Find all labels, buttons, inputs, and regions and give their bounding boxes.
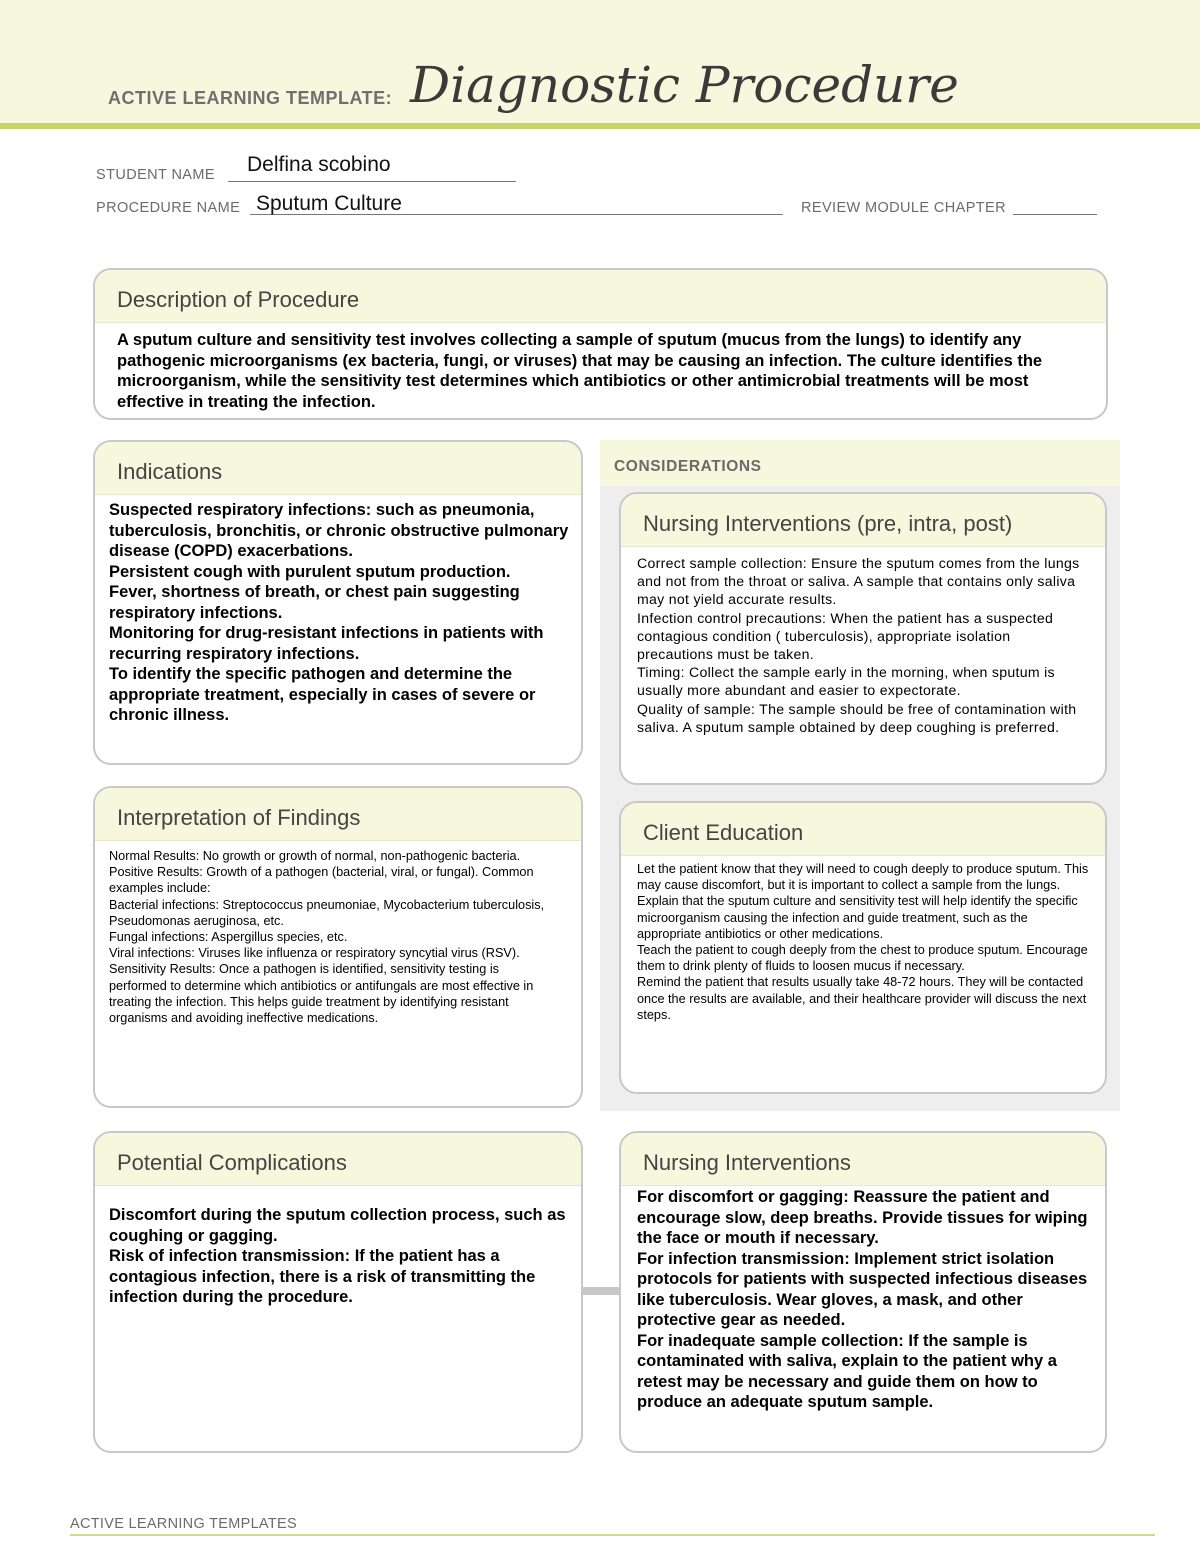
nursing-interventions-header xyxy=(621,1133,1105,1186)
nursing-interventions-title: Nursing Interventions xyxy=(643,1150,851,1175)
complications-title: Potential Complications xyxy=(117,1150,347,1175)
list-item: For discomfort or gagging: Reassure the patient and encourage slow, deep breaths. Provide tissues for wiping the face or mouth if necessary. xyxy=(637,1188,1088,1247)
indications-box xyxy=(93,440,583,765)
nursing-pre-list xyxy=(637,554,1087,736)
list-item: Positive Results: Growth of a pathogen (bacterial, viral, or fungal). Common examples include: xyxy=(109,865,534,896)
procedure-name-field[interactable]: Sputum Culture xyxy=(256,192,402,215)
interpretation-header xyxy=(95,788,581,841)
list-item: Remind the patient that results usually take 48-72 hours. They will be contacted once the results are available, and their healthcare provider will discuss the next steps. xyxy=(637,975,1087,1022)
list-item: Fever, shortness of breath, or chest pain suggesting respiratory infections. xyxy=(109,583,520,622)
procedure-name-label: PROCEDURE NAME xyxy=(96,200,241,216)
list-item: Quality of sample: The sample should be free of contamination with saliva. A sputum sample obtained by deep coughing is preferred. xyxy=(637,700,1077,735)
complications-box xyxy=(93,1131,583,1453)
student-name-field[interactable]: Delfina scobino xyxy=(247,153,391,176)
list-item: For infection transmission: Implement strict isolation protocols for patients with suspected infectious diseases like tuberculosis. Wear gloves, a mask, and other protective gear as needed. xyxy=(637,1249,1088,1329)
connector-bar xyxy=(581,1287,619,1295)
description-box xyxy=(93,268,1108,420)
list-item: Correct sample collection: Ensure the sputum comes from the lungs and not from the throat or saliva. A sample that contains only saliva may not yield accurate results. xyxy=(637,555,1080,608)
list-item: For inadequate sample collection: If the sample is contaminated with saliva, explain to the patient why a retest may be necessary and guide them on how to produce an adequate sputum sample. xyxy=(637,1331,1057,1411)
student-name-line xyxy=(228,181,516,182)
complications-header xyxy=(95,1133,581,1186)
list-item: Explain that the sputum culture and sensitivity test will help identify the specific microorganism causing the infection and guide treatment, such as the appropriate antibiotics or other medications. xyxy=(637,894,1078,941)
list-item: Suspected respiratory infections: such as pneumonia, tuberculosis, bronchitis, or chronic obstructive pulmonary disease (COPD) exacerbations. xyxy=(109,501,569,560)
interpretation-box xyxy=(93,786,583,1108)
client-education-box xyxy=(619,801,1107,1094)
list-item: Risk of infection transmission: If the patient has a contagious infection, there is a risk of transmitting the infection during the procedure. xyxy=(109,1247,536,1306)
list-item: Normal Results: No growth or growth of normal, non-pathogenic bacteria. xyxy=(109,849,521,863)
interpretation-title: Interpretation of Findings xyxy=(117,805,361,830)
list-item: To identify the specific pathogen and determine the appropriate treatment, especially in cases of severe or chronic illness. xyxy=(109,665,536,724)
footer-rule xyxy=(70,1534,1155,1536)
page-title: Diagnostic Procedure xyxy=(410,56,959,114)
description-header xyxy=(95,270,1106,323)
nursing-pre-header xyxy=(621,494,1105,547)
nursing-pre-title: Nursing Interventions (pre, intra, post) xyxy=(643,511,1013,536)
template-label: ACTIVE LEARNING TEMPLATE: xyxy=(108,88,393,108)
client-education-title: Client Education xyxy=(643,820,804,845)
nursing-pre-box xyxy=(619,492,1107,785)
header-rule xyxy=(0,123,1200,129)
list-item: Bacterial infections: Streptococcus pneumoniae, Mycobacterium tuberculosis, Pseudomonas aeruginosa, etc. xyxy=(109,897,545,928)
interpretation-list xyxy=(109,848,549,1026)
footer-text: ACTIVE LEARNING TEMPLATES xyxy=(70,1516,297,1532)
list-item: Infection control precautions: When the patient has a suspected contagious condition ( tuberculosis), appropriate isolation precautions must be taken. xyxy=(637,609,1054,663)
description-title: Description of Procedure xyxy=(117,287,360,312)
indications-title: Indications xyxy=(117,459,223,484)
client-education-list xyxy=(637,861,1092,1023)
list-item: Sensitivity Results: Once a pathogen is identified, sensitivity testing is performed to determine which antibiotics or antifungals are most effective in treating the infection. This helps guide treatment by identifying resistant organisms and avoiding ineffective medications. xyxy=(109,962,534,1026)
list-item: Persistent cough with purulent sputum production. xyxy=(109,562,511,581)
description-text: A sputum culture and sensitivity test involves collecting a sample of sputum (mucus from the lungs) to identify any pathogenic microorganisms (ex bacteria, fungi, or viruses) that may be causing an infection. The culture identifies the microorganism, while the sensitivity test determines which antibiotics or other antimicrobial treatments will be most effective in treating the infection. xyxy=(117,331,1043,411)
student-name-label: STUDENT NAME xyxy=(96,167,215,183)
list-item: Let the patient know that they will need to cough deeply to produce sputum. This may cause discomfort, but it is important to collect a sample from the lungs. xyxy=(637,862,1089,893)
considerations-title: CONSIDERATIONS xyxy=(614,458,762,475)
list-item: Fungal infections: Aspergillus species, etc. xyxy=(109,930,348,945)
list-item: Timing: Collect the sample early in the morning, when sputum is usually more abundant and easier to expectorate. xyxy=(637,664,1055,699)
nursing-interventions-box xyxy=(619,1131,1107,1453)
considerations-header xyxy=(600,440,1120,486)
list-item: Monitoring for drug-resistant infections in patients with recurring respiratory infections. xyxy=(109,624,544,663)
list-item: Viral infections: Viruses like influenza or respiratory syncytial virus (RSV). xyxy=(109,946,520,961)
complications-list xyxy=(109,1205,579,1308)
review-module-field[interactable] xyxy=(1013,214,1097,215)
indications-header xyxy=(95,442,581,495)
list-item: Discomfort during the sputum collection process, such as coughing or gagging. xyxy=(109,1206,566,1245)
review-module-label: REVIEW MODULE CHAPTER xyxy=(801,200,1006,216)
nursing-interventions-list xyxy=(637,1187,1099,1413)
list-item: Teach the patient to cough deeply from the chest to produce sputum. Encourage them to drink plenty of fluids to loosen mucus if necessary. xyxy=(637,943,1088,974)
client-education-header xyxy=(621,803,1105,856)
indications-list xyxy=(109,500,581,726)
